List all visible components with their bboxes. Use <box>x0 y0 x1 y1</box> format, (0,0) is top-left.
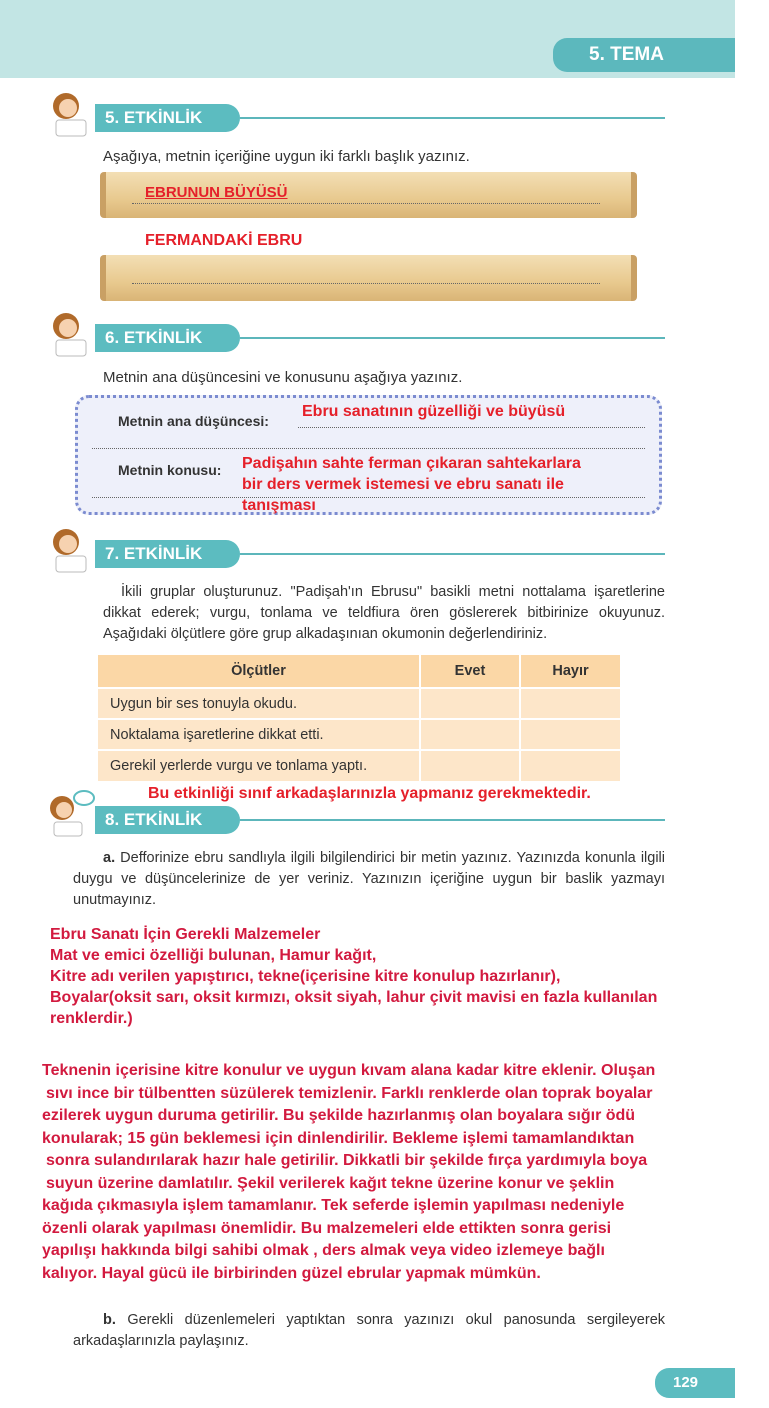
process-line: suyun üzerine damlatılır. Şekil verilerek kağıt tekne üzerine konur ve şeklin <box>46 1174 615 1192</box>
title-scroll-2 <box>100 255 637 301</box>
column-header: Ölçütler <box>98 655 420 688</box>
criterion-cell: Uygun bir ses tonuyla okudu. <box>98 688 420 719</box>
column-header: Evet <box>420 655 520 688</box>
activity-5-instruction: Aşağıya, metnin içeriğine uygun iki farklı başlık yazınız. <box>103 148 470 165</box>
girl-mascot-icon <box>44 524 96 576</box>
process-line: kağıda çıkmasıyla işlem tamamlanır. Tek seferde işlemin yapılması nedeniyle <box>42 1197 625 1214</box>
materials-line: renklerdir.) <box>50 1010 133 1027</box>
topic-answer[interactable] <box>242 453 581 516</box>
materials-line: Mat ve emici özelliği bulunan, Hamur kağıt, <box>50 947 377 964</box>
yes-cell[interactable] <box>420 719 520 750</box>
girl-mascot-icon <box>44 88 96 140</box>
activity-7-paragraph: İkili gruplar oluşturunuz. "Padişah'ın Ebrusu" basikli metni nottalama işaretlerine dikkat ederek; vurgu, tonlama ve teldfiura ören göslererek bitbirinize okuyunuz. Aşağıdaki ölçütlere göre grup alkadaşınıan okumonin değerlendiriniz. <box>103 584 665 642</box>
topic-answer-line: bir ders vermek istemesi ve ebru sanatı ile <box>242 476 564 493</box>
divider <box>240 117 665 119</box>
process-line: ezilerek uygun duruma getirilir. Bu şekilde hazırlanmış olan boyalara sığır ödü <box>42 1107 636 1124</box>
yes-cell[interactable] <box>420 750 520 781</box>
materials-line: Boyalar(oksit sarı, oksit kırmızı, oksit siyah, lahur çivit mavisi en fazla kullanılan <box>50 989 658 1006</box>
title-answer-2[interactable]: FERMANDAKİ EBRU <box>145 232 303 249</box>
answer-line <box>298 427 645 428</box>
no-cell[interactable] <box>520 719 621 750</box>
divider <box>240 337 665 339</box>
process-line: konularak; 15 gün beklemesi için dinlendirilir. Bekleme işlemi tamamlandıktan <box>42 1129 635 1147</box>
part-a-text: Defforinize ebru sandlıyla ilgili bilgilendirici bir metin yazınız. Yazınızda konunla ilgili duygu ve düşüncelerinize de yer veriniz. Yazınızın içeriğine uygun bir baslik yazmayı unutmayınız. <box>73 850 665 908</box>
criterion-cell: Gerekil yerlerde vurgu ve tonlama yaptı. <box>98 750 420 781</box>
topic-label: Metnin konusu: <box>118 462 222 478</box>
part-a-label: a. <box>103 850 116 866</box>
part-b-text: Gerekli düzenlemeleri yaptıktan sonra yazınızı okul panosunda sergileyerek arkadaşlarınızla paylaşınız. <box>73 1312 666 1349</box>
process-line: yapılışı hakkında bilgi sahibi olmak , ders almak veya video izlemeye bağlı <box>42 1242 605 1259</box>
part-a-paragraph <box>73 848 665 911</box>
theme-tab: 5. TEMA <box>553 38 735 72</box>
table-row <box>98 688 621 719</box>
no-cell[interactable] <box>520 688 621 719</box>
answer-line <box>92 448 645 449</box>
criterion-cell: Noktalama işaretlerine dikkat etti. <box>98 719 420 750</box>
divider <box>240 819 665 821</box>
process-line: sonra sulandırılarak hazır hale getirilir. Dikkatli bir şekilde fırça yardımıyla boya <box>46 1152 648 1169</box>
part-b-label: b. <box>103 1312 116 1328</box>
divider <box>240 553 665 555</box>
activity-6-instruction: Metnin ana düşüncesini ve konusunu aşağıya yazınız. <box>103 369 463 386</box>
column-header: Hayır <box>520 655 621 688</box>
girl-mascot-speech-icon <box>44 788 96 840</box>
part-b-paragraph <box>73 1310 665 1352</box>
topic-answer-line: Padişahın sahte ferman çıkaran sahtekarlara <box>242 455 581 472</box>
activity-6-title: 6. ETKİNLİK <box>95 324 240 352</box>
answer-line <box>132 283 600 284</box>
page-number: 129 <box>655 1368 735 1398</box>
process-line: özenli olarak yapılması önemlidir. Bu malzemeleri elde ettikten sonra gerisi <box>42 1219 612 1237</box>
process-line: kalıyor. Hayal gücü ile birbirinden güzel ebrular yapmak mümkün. <box>42 1264 541 1282</box>
table-header-row <box>98 655 621 688</box>
activity-8-title: 8. ETKİNLİK <box>95 806 240 834</box>
main-idea-label: Metnin ana düşüncesi: <box>118 413 269 429</box>
table-row <box>98 719 621 750</box>
no-cell[interactable] <box>520 750 621 781</box>
girl-mascot-icon <box>44 308 96 360</box>
table-row <box>98 750 621 781</box>
yes-cell[interactable] <box>420 688 520 719</box>
materials-block <box>50 924 657 1029</box>
title-answer-1[interactable]: EBRUNUN BÜYÜSÜ <box>145 184 288 201</box>
activity-5-title: 5. ETKİNLİK <box>95 104 240 132</box>
main-idea-answer[interactable]: Ebru sanatının güzelliği ve büyüsü <box>302 403 566 420</box>
activity-7-note: Bu etkinliği sınıf arkadaşlarınızla yapmanız gerekmektedir. <box>148 785 591 802</box>
answer-line <box>132 203 600 204</box>
process-block <box>42 1060 655 1285</box>
activity-7-title: 7. ETKİNLİK <box>95 540 240 568</box>
materials-line: Kitre adı verilen yapıştırıcı, tekne(içerisine kitre konulup hazırlanır), <box>50 968 561 985</box>
evaluation-table <box>98 655 622 781</box>
process-line: sıvı ince bir tülbentten süzülerek temizlenir. Farklı renklerde olan toprak boyalar <box>46 1084 653 1102</box>
topic-answer-line: tanışması <box>242 497 316 514</box>
materials-line: Ebru Sanatı İçin Gerekli Malzemeler <box>50 926 321 943</box>
process-line: Teknenin içerisine kitre konulur ve uygun kıvam alana kadar kitre eklenir. Oluşan <box>42 1062 656 1079</box>
